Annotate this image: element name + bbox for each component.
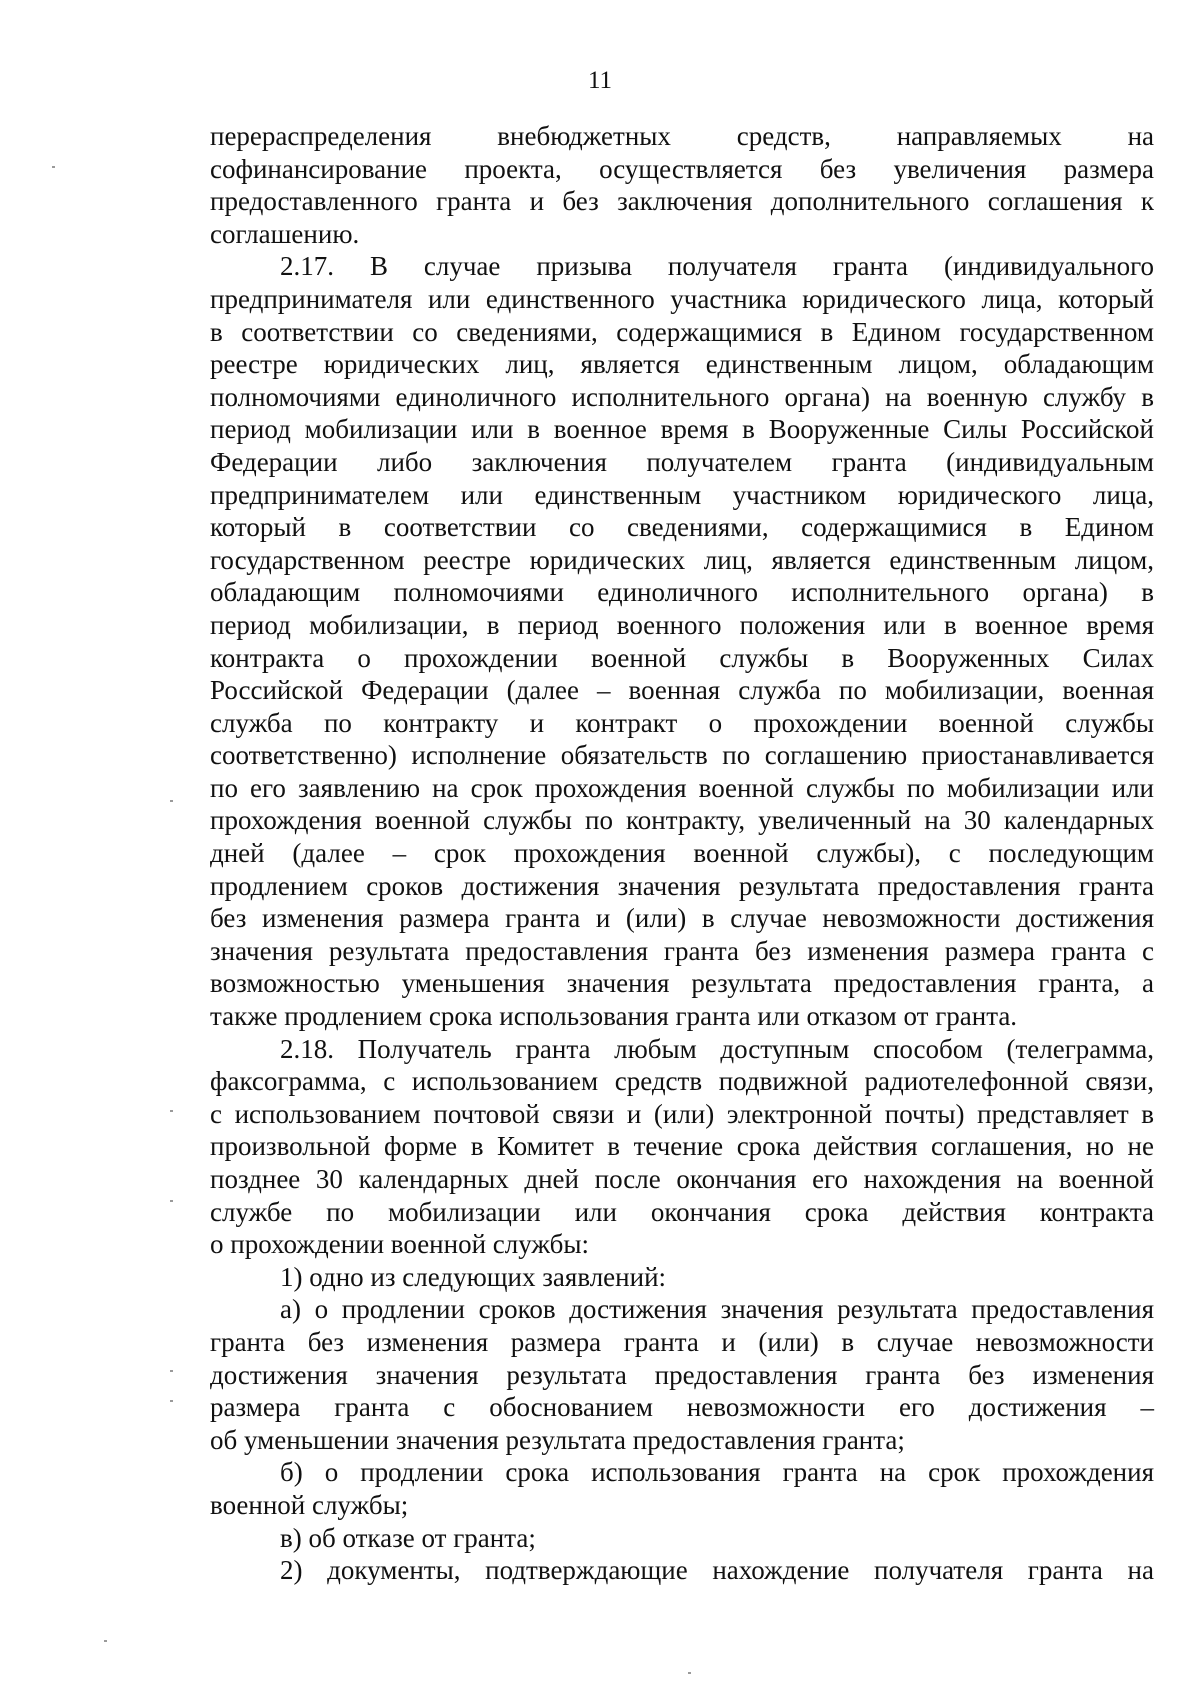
text-line: по его заявлению на срок прохождения военной службы по мобилизации или (210, 772, 1154, 803)
scan-speck (52, 166, 55, 168)
text-line: о прохождении военной службы: (210, 1229, 590, 1260)
text-line: государственном реестре юридических лиц, является единственным лицом, (210, 544, 1154, 575)
text-line: контракта о прохождении военной службы в Вооруженных Силах (210, 642, 1154, 673)
text-line: обладающим полномочиями единоличного исполнительного органа) в (210, 577, 1154, 608)
text-line: период мобилизации, в период военного положения или в военное время (210, 609, 1154, 640)
text-line: об уменьшении значения результата предоставления гранта; (210, 1424, 905, 1455)
scan-speck (104, 1640, 107, 1642)
text-line: служба по контракту и контракт о прохождении военной службы (210, 707, 1154, 738)
text-line: дней (далее – срок прохождения военной службы), с последующим (210, 838, 1154, 869)
scan-speck (170, 1200, 173, 1202)
text-line: соответственно) исполнение обязательств по соглашению приостанавливается (210, 740, 1154, 771)
text-line: достижения значения результата предоставления гранта без изменения (210, 1359, 1154, 1390)
text-line: период мобилизации или в военное время в Вооруженные Силы Российской (210, 414, 1154, 445)
text-line: 1) одно из следующих заявлений: (280, 1261, 667, 1292)
text-line: предпринимателя или единственного участника юридического лица, который (210, 283, 1154, 314)
text-line: соглашению. (210, 218, 360, 249)
text-line: продлением сроков достижения значения результата предоставления гранта (210, 870, 1154, 901)
text-line: значения результата предоставления гранта без изменения размера гранта с (210, 935, 1154, 966)
text-line: с использованием почтовой связи и (или) электронной почты) представляет в (210, 1098, 1154, 1129)
text-line: перераспределения внебюджетных средств, направляемых на (210, 121, 1154, 151)
text-line: без изменения размера гранта и (или) в случае невозможности достижения (210, 903, 1154, 934)
text-line: 2) документы, подтверждающие нахождение получателя гранта на (280, 1555, 1154, 1586)
text-line: предоставленного гранта и без заключения дополнительного соглашения к (210, 186, 1154, 217)
scan-speck (170, 800, 173, 802)
text-line: произвольной форме в Комитет в течение срока действия соглашения, но не (210, 1131, 1154, 1162)
document-body-text (210, 120, 1154, 1587)
scan-speck (170, 1370, 173, 1372)
text-line: полномочиями единоличного исполнительного органа) на военную службу в (210, 381, 1154, 412)
text-line: возможностью уменьшения значения результата предоставления гранта, а (210, 968, 1154, 999)
scan-speck (170, 1400, 173, 1402)
text-line: а) о продлении сроков достижения значения результата предоставления (280, 1294, 1154, 1325)
text-line: 2.18. Получатель гранта любым доступным способом (телеграмма, (280, 1033, 1154, 1064)
text-line: предпринимателем или единственным участником юридического лица, (210, 479, 1154, 510)
text-line: размера гранта с обоснованием невозможности его достижения – (210, 1392, 1154, 1423)
text-line: службе по мобилизации или окончания срока действия контракта (210, 1196, 1154, 1227)
text-line: гранта без изменения размера гранта и (или) в случае невозможности (210, 1326, 1154, 1357)
scan-speck (170, 1110, 173, 1112)
text-line: факсограмма, с использованием средств подвижной радиотелефонной связи, (210, 1066, 1154, 1097)
text-line: б) о продлении срока использования гранта на срок прохождения (280, 1457, 1154, 1488)
text-line: софинансирование проекта, осуществляется без увеличения размера (210, 153, 1154, 184)
text-line: в соответствии со сведениями, содержащимися в Едином государственном (210, 316, 1154, 347)
text-line: Российской Федерации (далее – военная служба по мобилизации, военная (210, 675, 1154, 706)
text-line: реестре юридических лиц, является единственным лицом, обладающим (210, 349, 1154, 380)
text-line: в) об отказе от гранта; (280, 1522, 536, 1553)
text-line: позднее 30 календарных дней после окончания его нахождения на военной (210, 1164, 1154, 1194)
text-line: который в соответствии со сведениями, содержащимися в Едином (210, 512, 1154, 543)
text-line: прохождения военной службы по контракту, увеличенный на 30 календарных (210, 805, 1154, 836)
page-number: 11 (587, 67, 613, 94)
text-line: 2.17. В случае призыва получателя гранта (индивидуального (280, 251, 1154, 282)
text-line: военной службы; (210, 1489, 409, 1520)
text-line: также продлением срока использования гранта или отказом от гранта. (210, 1001, 1018, 1032)
text-line: Федерации либо заключения получателем гранта (индивидуальным (210, 446, 1154, 477)
scan-speck (688, 1672, 691, 1674)
